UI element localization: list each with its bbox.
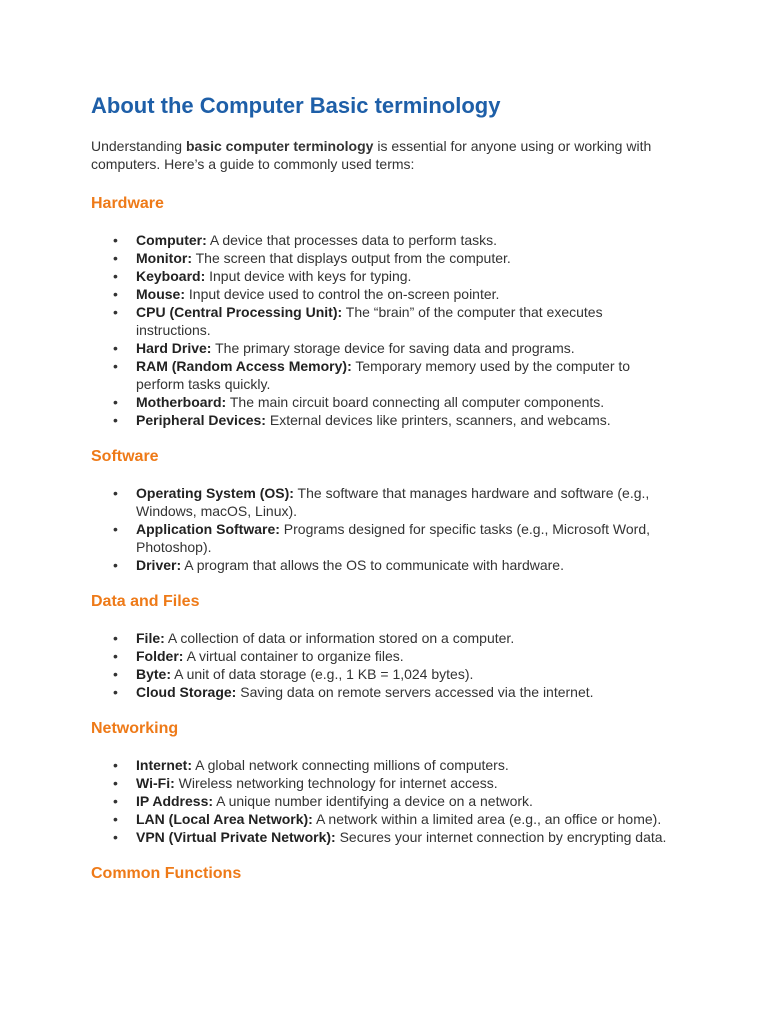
list-item [91, 683, 681, 701]
list-item [91, 756, 681, 774]
term-description: A unique number identifying a device on a network. [213, 793, 533, 809]
intro-lead: Understanding [91, 138, 186, 154]
term-description: A device that processes data to perform tasks. [206, 232, 498, 248]
term-name: Byte: [136, 666, 172, 682]
term-name: Monitor: [136, 250, 192, 266]
list-item [91, 810, 681, 828]
list-item [91, 411, 681, 429]
list-item [91, 556, 681, 574]
term-description: The “brain” of the computer that executes instructions. [136, 304, 603, 338]
list-item [91, 792, 681, 810]
section-heading-hardware: Hardware [91, 195, 164, 212]
term-description: A unit of data storage (e.g., 1 KB = 1,024 bytes). [171, 666, 474, 682]
term-name: Peripheral Devices: [136, 412, 266, 428]
term-list-hardware [91, 231, 681, 429]
list-item [91, 303, 681, 339]
term-name: File: [136, 630, 165, 646]
term-name: Folder: [136, 648, 184, 664]
term-description: Input device used to control the on-screen pointer. [185, 286, 500, 302]
term-name: Operating System (OS): [136, 485, 294, 501]
term-name: VPN (Virtual Private Network): [136, 829, 336, 845]
term-name: RAM (Random Access Memory): [136, 358, 352, 374]
term-name: Hard Drive: [136, 340, 212, 356]
list-item [91, 828, 681, 846]
term-name: IP Address: [136, 793, 214, 809]
list-item [91, 774, 681, 792]
term-description: The main circuit board connecting all computer components. [226, 394, 605, 410]
term-name: Motherboard: [136, 394, 227, 410]
list-item [91, 231, 681, 249]
document-page [91, 92, 681, 884]
term-list-networking [91, 756, 681, 846]
term-description: Secures your internet connection by encrypting data. [335, 829, 667, 845]
term-name: Internet: [136, 757, 192, 773]
list-item [91, 484, 681, 520]
term-name: Mouse: [136, 286, 185, 302]
term-name: Application Software: [136, 521, 280, 537]
section-heading-software: Software [91, 448, 159, 465]
list-item [91, 249, 681, 267]
term-list-software [91, 484, 681, 574]
term-description: A collection of data or information stored on a computer. [164, 630, 515, 646]
intro-bold: basic computer terminology [185, 138, 374, 154]
page-title: About the Computer Basic terminology [91, 93, 501, 118]
list-item [91, 357, 681, 393]
term-description: The primary storage device for saving data and programs. [211, 340, 575, 356]
term-description: Wireless networking technology for internet access. [174, 775, 498, 791]
term-name: CPU (Central Processing Unit): [136, 304, 343, 320]
list-item [91, 520, 681, 556]
list-item [91, 285, 681, 303]
list-item [91, 665, 681, 683]
term-name: LAN (Local Area Network): [136, 811, 313, 827]
term-description: A program that allows the OS to communicate with hardware. [181, 557, 564, 573]
term-description: Programs designed for specific tasks (e.g., Microsoft Word, Photoshop). [136, 521, 651, 555]
term-description: Temporary memory used by the computer to perform tasks quickly. [136, 358, 631, 392]
list-item [91, 629, 681, 647]
section-heading-data-and-files: Data and Files [91, 593, 200, 610]
section-heading-common-functions: Common Functions [91, 865, 242, 882]
term-description: Input device with keys for typing. [205, 268, 412, 284]
term-description: A virtual container to organize files. [183, 648, 404, 664]
term-name: Driver: [136, 557, 182, 573]
term-name: Cloud Storage: [136, 684, 237, 700]
term-description: The software that manages hardware and software (e.g., Windows, macOS, Linux). [136, 485, 650, 519]
term-description: External devices like printers, scanners, and webcams. [265, 412, 611, 428]
term-name: Computer: [136, 232, 207, 248]
term-name: Wi-Fi: [136, 775, 175, 791]
term-description: The screen that displays output from the computer. [191, 250, 511, 266]
list-item [91, 339, 681, 357]
intro-paragraph [91, 137, 681, 173]
intro-rest: is essential for anyone using or working with computers. Here’s a guide to commonly used terms: [91, 138, 652, 172]
term-description: Saving data on remote servers accessed via the internet. [236, 684, 594, 700]
term-list-data-and-files [91, 629, 681, 701]
section-heading-networking: Networking [91, 720, 179, 737]
term-description: A network within a limited area (e.g., an office or home). [312, 811, 662, 827]
list-item [91, 267, 681, 285]
list-item [91, 647, 681, 665]
list-item [91, 393, 681, 411]
term-name: Keyboard: [136, 268, 206, 284]
term-description: A global network connecting millions of computers. [192, 757, 509, 773]
